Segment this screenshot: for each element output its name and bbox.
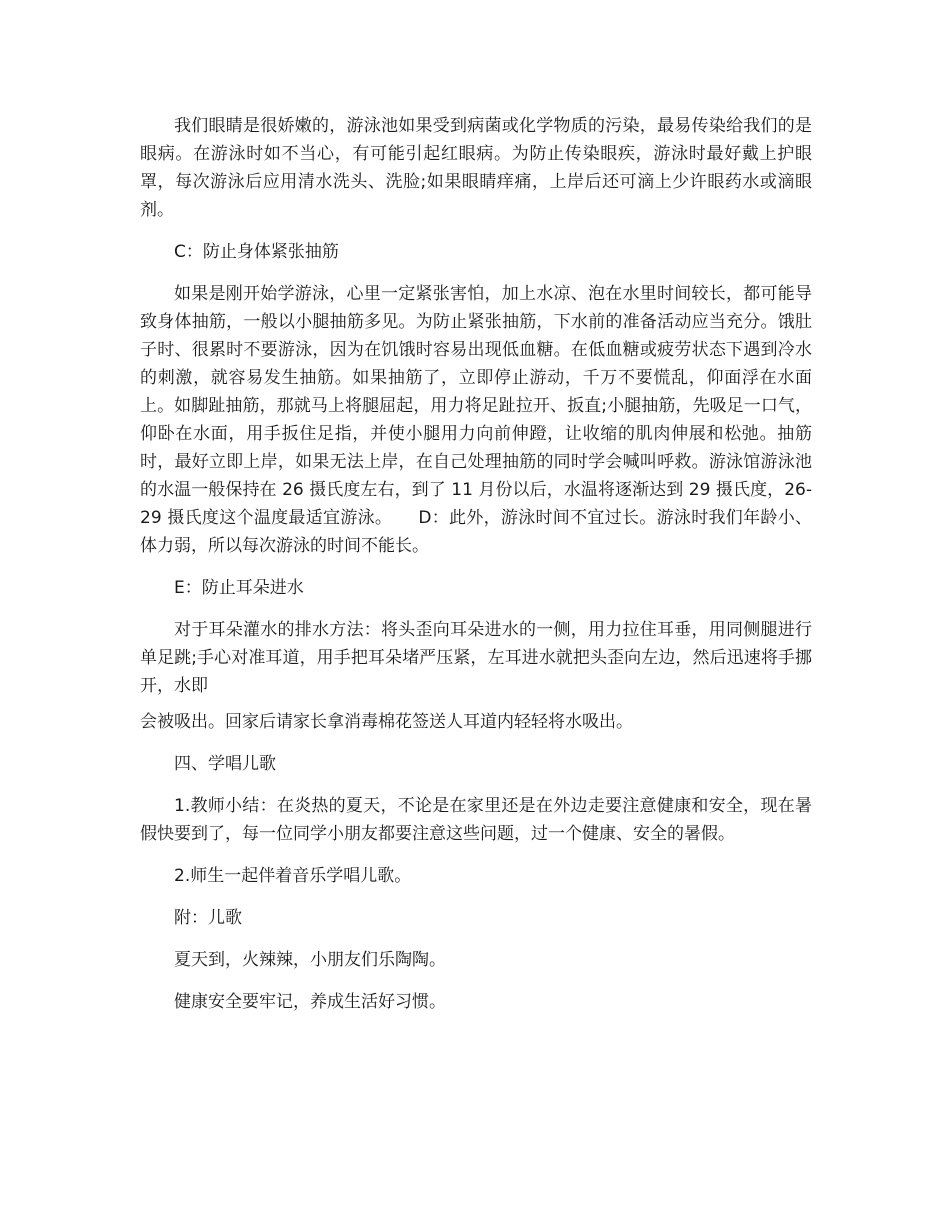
paragraph-cramp-prevention: 如果是刚开始学游泳，心里一定紧张害怕，加上水凉、泡在水里时间较长，都可能导致身体抽筋，一般以小腿抽筋多见。为防止紧张抽筋，下水前的准备活动应当充分。饿肚子时、很累时不要游泳，因为在饥饿时容易出现低血糖。在低血糖或疲劳状态下遇到冷水的刺激，就容易发生抽筋。如果抽筋了，立即停止游动，千万不要慌乱，仰面浮在水面上。如脚趾抽筋，那就马上将腿屈起，用力将足趾拉开、扳直;小腿抽筋，先吸足一口气，仰卧在水面，用手扳住足指，并使小腿用力向前伸蹬，让收缩的肌肉伸展和松弛。抽筋时，最好立即上岸，如果无法上岸，在自己处理抽筋的同时学会喊叫呼救。游泳馆游泳池的水温一般保持在 26 摄氏度左右，到了 11 月份以后，水温将逐渐达到 29 摄氏度，26-29 摄氏度这个温度最适宜游泳。 D：此外，游泳时间不宜过长。游泳时我们年龄小、体力弱，所以每次游泳的时间不能长。	[140, 284, 812, 556]
heading-appendix-song: 附：儿歌	[174, 908, 242, 928]
heading-ear-water: E：防止耳朵进水	[174, 578, 304, 598]
paragraph-eye-protection: 我们眼睛是很娇嫩的，游泳池如果受到病菌或化学物质的污染，最易传染给我们的是眼病。在游泳时如不当心，有可能引起红眼病。为防止传染眼疾，游泳时最好戴上护眼罩，每次游泳后应用清水洗头、洗脸;如果眼睛痒痛，上岸后还可滴上少许眼药水或滴眼剂。	[140, 116, 812, 220]
paragraph-teacher-summary: 1.教师小结：在炎热的夏天，不论是在家里还是在外边走要注意健康和安全，现在暑假快要到了，每一位同学小朋友都要注意这些问题，过一个健康、安全的暑假。	[140, 796, 812, 844]
document-body	[140, 112, 812, 1030]
paragraph-ear-water: 对于耳朵灌水的排水方法：将头歪向耳朵进水的一侧，用力拉住耳垂，用同侧腿进行单足跳;手心对准耳道，用手把耳朵堵严压紧，左耳进水就把头歪向左边，然后迅速将手挪开，水即	[140, 620, 812, 696]
heading-cramp-prevention: C：防止身体紧张抽筋	[174, 242, 339, 262]
paragraph-sing-along: 2.师生一起伴着音乐学唱儿歌。	[174, 866, 412, 886]
heading-learn-song: 四、学唱儿歌	[174, 754, 276, 774]
song-line-1: 夏天到，火辣辣，小朋友们乐陶陶。	[174, 950, 446, 970]
song-line-2: 健康安全要牢记，养成生活好习惯。	[174, 992, 446, 1012]
paragraph-ear-water-continued: 会被吸出。回家后请家长拿消毒棉花签送人耳道内轻轻将水吸出。	[140, 712, 633, 732]
